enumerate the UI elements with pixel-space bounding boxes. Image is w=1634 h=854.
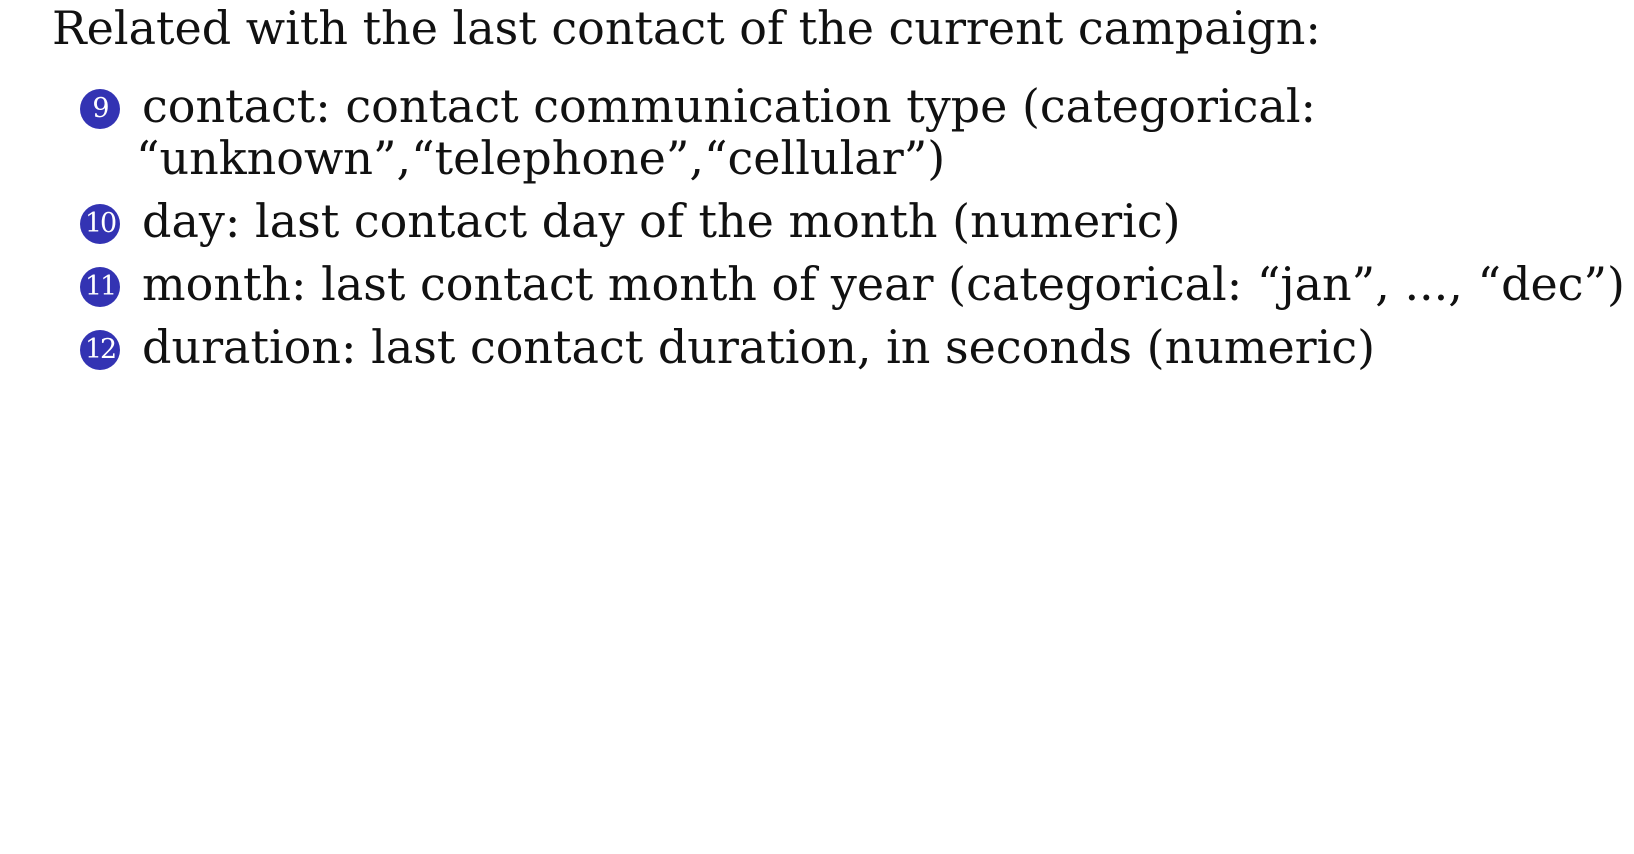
item-number-badge: 10	[80, 204, 120, 244]
item-text: duration: last contact duration, in seconds (numeric)	[142, 320, 1376, 374]
list-item	[80, 80, 1625, 184]
item-text-continuation: “unknown”,“telephone”,“cellular”)	[136, 131, 946, 185]
list-item	[80, 258, 1625, 310]
item-text: day: last contact day of the month (numeric)	[142, 194, 1181, 248]
list-item	[80, 195, 1625, 247]
item-number-badge: 12	[80, 330, 120, 370]
item-number-badge: 11	[80, 267, 120, 307]
section-heading: Related with the last contact of the current campaign:	[52, 1, 1321, 55]
attribute-list	[80, 80, 1625, 384]
item-number-badge: 9	[80, 89, 120, 129]
item-text: contact: contact communication type (categorical:	[142, 79, 1317, 133]
list-item	[80, 321, 1625, 373]
item-text: month: last contact month of year (categorical: “jan”, ..., “dec”)	[142, 257, 1625, 311]
